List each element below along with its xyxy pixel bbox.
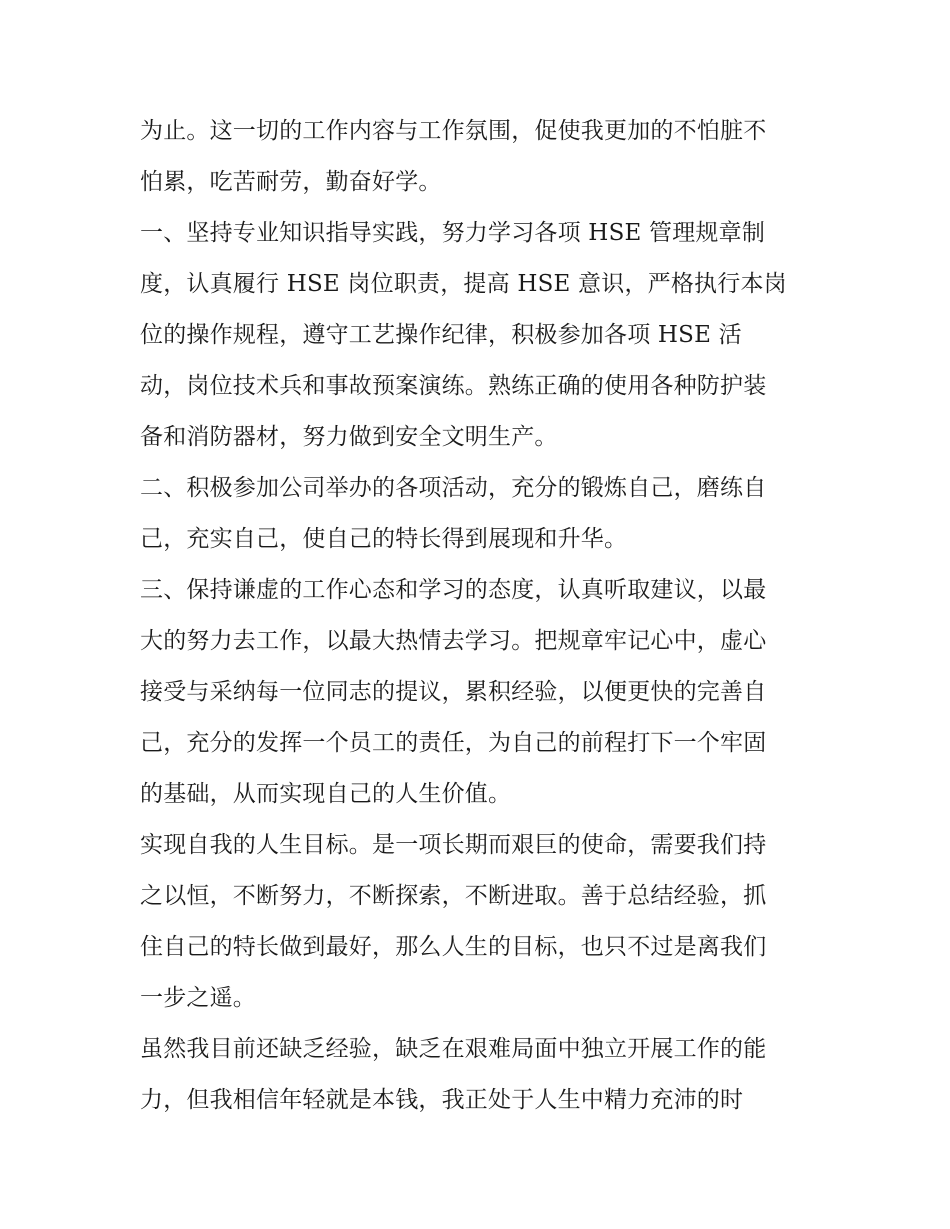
text-line: 度，认真履行 HSE 岗位职责，提高 HSE 意识，严格执行本岗 [140, 271, 787, 297]
text-line: 一、坚持专业知识指导实践，努力学习各项 HSE 管理规章制 [140, 220, 766, 246]
text-line: 怕累，吃苦耐劳，勤奋好学。 [140, 169, 442, 195]
text-line: 己，充实自己，使自己的特长得到展现和升华。 [140, 526, 628, 552]
text-line: 之以恒，不断努力，不断探索，不断进取。善于总结经验，抓 [140, 883, 767, 909]
text-line: 接受与采纳每一位同志的提议，累积经验，以便更快的完善自 [140, 679, 767, 705]
text-line: 实现自我的人生目标。是一项长期而艰巨的使命，需要我们持 [140, 832, 767, 858]
text-line: 动，岗位技术兵和事故预案演练。熟练正确的使用各种防护装 [140, 373, 767, 399]
text-line: 二、积极参加公司举办的各项活动，充分的锻炼自己，磨练自 [140, 475, 767, 501]
text-line: 位的操作规程，遵守工艺操作纪律，积极参加各项 HSE 活 [140, 322, 742, 348]
text-line: 备和消防器材，努力做到安全文明生产。 [140, 424, 558, 450]
text-line: 住自己的特长做到最好，那么人生的目标，也只不过是离我们 [140, 934, 767, 960]
text-line: 虽然我目前还缺乏经验，缺乏在艰难局面中独立开展工作的能 [140, 1036, 767, 1062]
text-line: 力，但我相信年轻就是本钱，我正处于人生中精力充沛的时 [140, 1087, 744, 1113]
text-line: 为止。这一切的工作内容与工作氛围，促使我更加的不怕脏不 [140, 118, 767, 144]
body-text [140, 106, 820, 1126]
text-line: 一步之遥。 [140, 985, 256, 1011]
text-line: 大的努力去工作，以最大热情去学习。把规章牢记心中，虚心 [140, 628, 767, 654]
text-line: 三、保持谦虚的工作心态和学习的态度，认真听取建议，以最 [140, 577, 767, 603]
text-line: 的基础，从而实现自己的人生价值。 [140, 781, 512, 807]
text-line: 己，充分的发挥一个员工的责任，为自己的前程打下一个牢固 [140, 730, 767, 756]
